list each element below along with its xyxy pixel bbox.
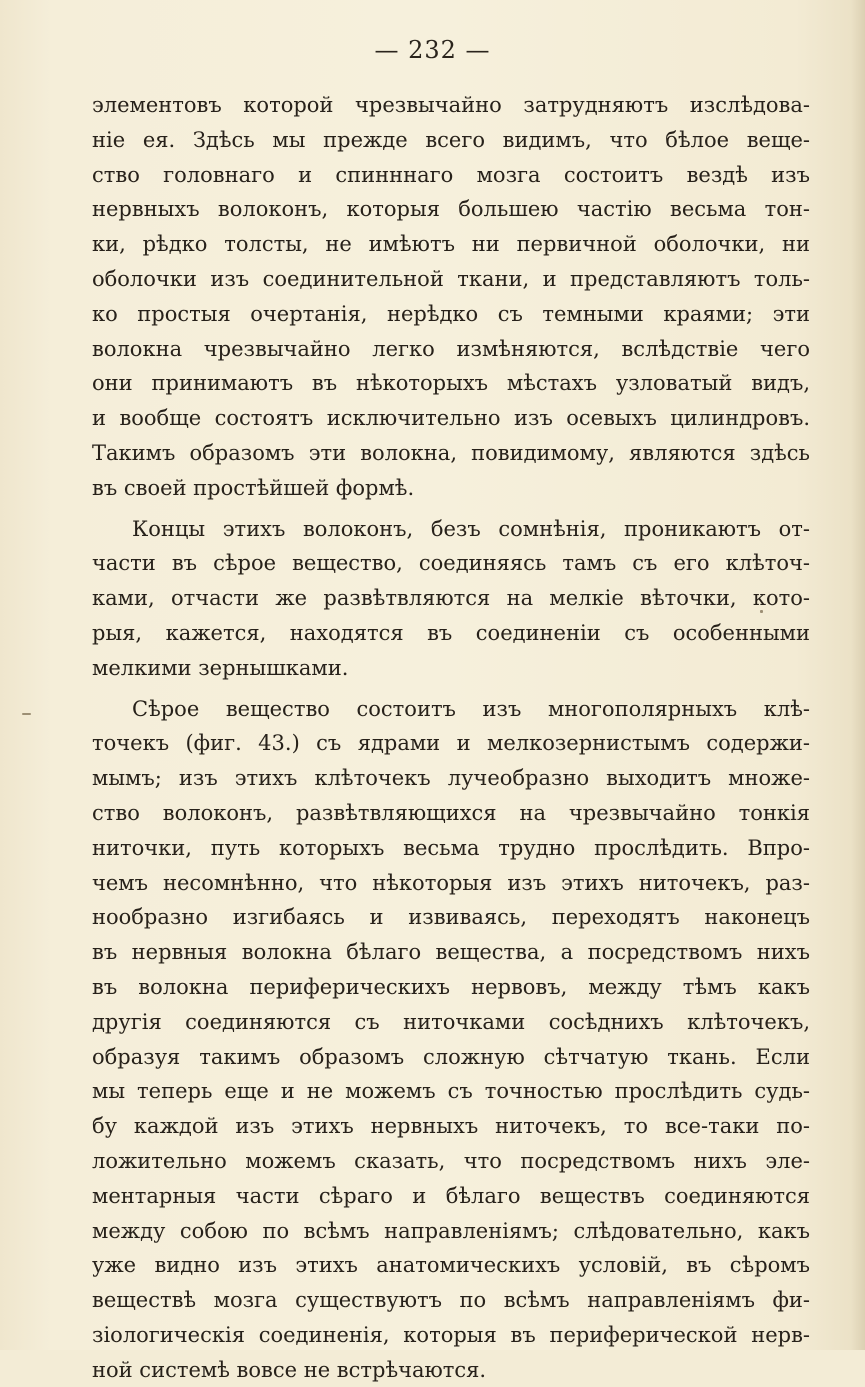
text-line: нервныхъ волоконъ, которыя большею частію весьма тон- <box>92 197 810 222</box>
text-line: точекъ (фиг. 43.) съ ядрами и мелкозернистымъ содержи- <box>92 731 810 756</box>
paragraph-1 <box>92 88 810 506</box>
text-line: и вообще состоятъ исключительно изъ осевыхъ цилиндровъ. <box>92 406 810 431</box>
text-line: въ своей простѣйшей формѣ. <box>92 475 415 500</box>
text-line: Такимъ образомъ эти волокна, повидимому, являются здѣсь <box>92 440 810 465</box>
text-line: зіологическія соединенія, которыя въ периферической нерв- <box>92 1322 810 1347</box>
text-line: Концы этихъ волоконъ, безъ сомнѣнія, проникаютъ от- <box>132 516 810 541</box>
text-line: ментарныя части сѣраго и бѣлаго веществъ соединяются <box>92 1183 810 1208</box>
text-line: бу каждой изъ этихъ нервныхъ ниточекъ, то все-таки по- <box>92 1114 810 1139</box>
text-line: мелкими зернышками. <box>92 655 349 680</box>
text-line: части въ сѣрое вещество, соединяясь тамъ съ его клѣточ- <box>92 551 810 576</box>
paragraph-2 <box>92 512 810 686</box>
text-line: въ волокна периферическихъ нервовъ, между тѣмъ какъ <box>92 974 810 999</box>
text-line: мы теперь еще и не можемъ съ точностью прослѣдить судь- <box>92 1079 810 1104</box>
text-line: ной системѣ вовсе не встрѣчаются. <box>92 1357 487 1382</box>
text-line: они принимаютъ въ нѣкоторыхъ мѣстахъ узловатый видъ, <box>92 371 810 396</box>
paper-speck <box>760 610 763 613</box>
text-line: Сѣрое вещество состоитъ изъ многополярныхъ клѣ- <box>132 696 810 721</box>
text-line: другія соединяются съ ниточками сосѣднихъ клѣточекъ, <box>92 1009 810 1034</box>
text-line: рыя, кажется, находятся въ соединеніи съ особенными <box>92 620 810 645</box>
text-line: элементовъ которой чрезвычайно затрудняютъ изслѣдова- <box>92 93 810 117</box>
text-line: въ нервныя волокна бѣлаго вещества, а посредствомъ нихъ <box>92 940 810 965</box>
text-line: ко простыя очертанія, нерѣдко съ темными краями; эти <box>92 301 810 326</box>
text-line: ніе ея. Здѣсь мы прежде всего видимъ, что бѣлое веще- <box>92 127 810 152</box>
page-edge-shadow <box>851 0 865 1350</box>
text-line: ки, рѣдко толсты, не имѣютъ ни первичной оболочки, ни <box>92 232 810 257</box>
text-line: ство головнаго и спинннаго мозга состоитъ вездѣ изъ <box>92 162 810 187</box>
text-line: между собою по всѣмъ направленіямъ; слѣдовательно, какъ <box>92 1218 810 1243</box>
page-number: — 232 — <box>374 36 491 64</box>
text-line: ложительно можемъ сказать, что посредствомъ нихъ эле- <box>92 1148 810 1173</box>
body-text <box>92 88 810 1387</box>
text-line: веществѣ мозга существуютъ по всѣмъ направленіямъ фи- <box>92 1288 810 1313</box>
text-line: ство волоконъ, развѣтвляющихся на чрезвычайно тонкія <box>92 800 810 825</box>
text-line: образуя такимъ образомъ сложную сѣтчатую ткань. Если <box>92 1044 810 1069</box>
paragraph-3 <box>92 692 810 1387</box>
paper-speck <box>22 713 31 715</box>
text-line: нообразно изгибаясь и извиваясь, переходятъ наконецъ <box>92 905 810 930</box>
text-line: уже видно изъ этихъ анатомическихъ условій, въ сѣромъ <box>92 1253 810 1278</box>
text-line: ками, отчасти же развѣтвляются на мелкіе вѣточки, кото- <box>92 586 810 611</box>
text-line: мымъ; изъ этихъ клѣточекъ лучеобразно выходитъ множе- <box>92 766 810 791</box>
text-line: волокна чрезвычайно легко измѣняются, вслѣдствіе чего <box>92 336 810 361</box>
text-line: ниточки, путь которыхъ весьма трудно прослѣдить. Впро- <box>92 835 810 860</box>
text-line: оболочки изъ соединительной ткани, и представляютъ толь- <box>92 266 810 291</box>
text-line: чемъ несомнѣнно, что нѣкоторыя изъ этихъ ниточекъ, раз- <box>92 870 810 895</box>
